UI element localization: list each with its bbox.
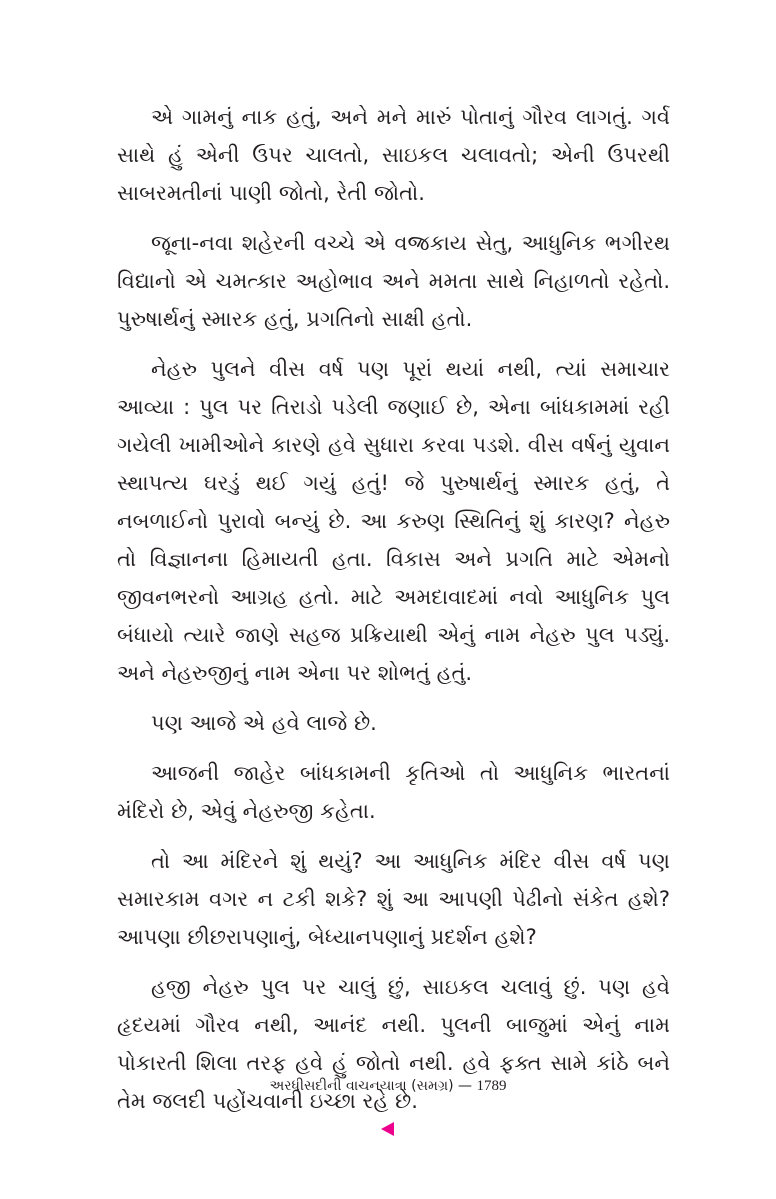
paragraph: તો આ મંદિરને શું થયું? આ આધુનિક મંદિર વીસ વર્ષ પણ સમારકામ વગર ન ટકી શકે? શું આ આપણી પેઢીનો સંકેત હશે? આપણા છીછરાપણાનું, બેધ્યાનપણાનું પ્રદર્શન હશે? — [117, 849, 670, 949]
book-title: અરધીસદીની વાચનયાત્રા (સમગ્ર) — [269, 1078, 454, 1094]
paragraph: આજની જાહેર બાંધકામની કૃતિઓ તો આધુનિક ભારતનાં મંદિરો છે, એવું નેહરુજી કહેતા. — [117, 761, 670, 823]
paragraph: હજી નેહરુ પુલ પર ચાલું છું, સાઇકલ ચલાવું છું. પણ હવે હૃદયમાં ગૌરવ નથી, આનંદ નથી. પુલની બાજુમાં એનું નામ પોકારતી શિલા તરફ હવે હું જોતો નથી. હવે ફક્ત સામે કાંઠે બને તેમ જલદી પહોંચવાની ઇચ્છા રહે છે. — [117, 975, 670, 1113]
paragraph: નેહરુ પુલને વીસ વર્ષ પણ પૂરાં થયાં નથી, ત્યાં સમાચાર આવ્યા : પુલ પર તિરાડો પડેલી જણાઈ છે, એના બાંધકામમાં રહી ગયેલી ખામીઓને કારણે હવે સુધારા કરવા પડશે. વીસ વર્ષનું યુવાન સ્થાપત્ય ઘરડું થઈ ગયું હતું! જે પુરુષાર્થનું સ્મારક હતું, તે નબળાઈનો પુરાવો બન્યું છે. આ કરુણ સ્થિતિનું શું કારણ? નેહરુ તો વિજ્ઞાનના હિમાયતી હતા. વિકાસ અને પ્રગતિ માટે એમનો જીવનભરનો આગ્રહ હતો. માટે અમદાવાદમાં નવો આધુનિક પુલ બંધાયો ત્યારે જાણે સહજ પ્રક્રિયાથી એનું નામ નેહરુ પુલ પડ્યું. અને નેહરુજીનું નામ એના પર શોભતું હતું. — [117, 357, 670, 685]
page-number: 1789 — [476, 1078, 507, 1094]
paragraph: એ ગામનું નાક હતું, અને મને મારું પોતાનું ગૌરવ લાગતું. ગર્વ સાથે હું એની ઉપર ચાલતો, સાઇકલ ચલાવતો; એની ઉપરથી સાબરમતીનાં પાણી જોતો, રેતી જોતો. — [117, 105, 670, 205]
footer-separator: — — [458, 1078, 472, 1094]
paragraph: પણ આજે એ હવે લાજે છે. — [151, 711, 377, 735]
page-footer — [0, 1076, 776, 1096]
paragraph: જૂના-નવા શહેરની વચ્ચે એ વજ્રકાય સેતુ, આધુનિક ભગીરથ વિદ્યાનો એ ચમત્કાર અહોભાવ અને મમતા સાથે નિહાળતો રહેતો. પુરુષાર્થનું સ્મારક હતું, પ્રગતિનો સાક્ષી હતો. — [117, 231, 670, 331]
body-text — [117, 98, 670, 1132]
previous-page-arrow-icon[interactable] — [381, 1122, 394, 1136]
